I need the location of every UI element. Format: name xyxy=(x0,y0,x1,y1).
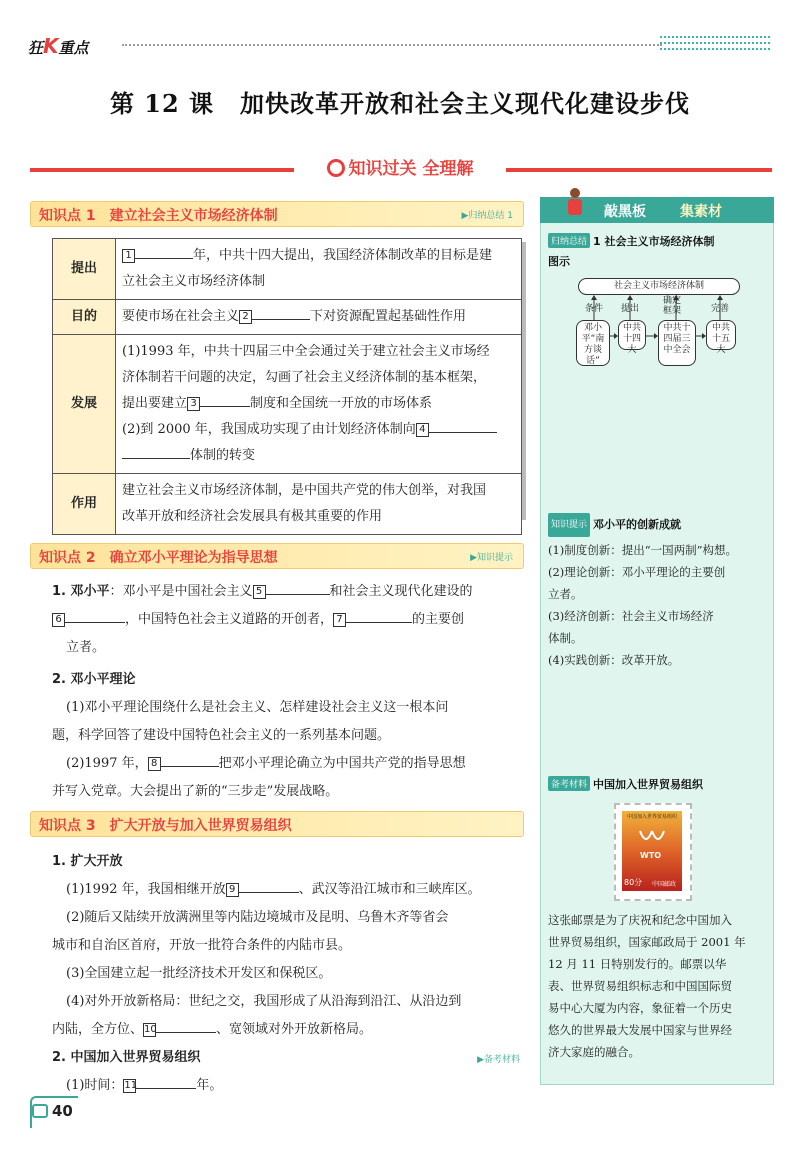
diagram-label-condition: 条件 xyxy=(584,304,603,314)
diagram-node-top: 社会主义市场经济体制 xyxy=(578,278,740,295)
diagram-node-south-talk: 邓小平“南方谈话” xyxy=(576,320,610,366)
page-number: 40 xyxy=(32,1102,73,1120)
wto-logo-icon xyxy=(636,827,668,851)
kp2-tag[interactable]: ▶知识提示 xyxy=(470,553,513,563)
diagram-label-propose: 提出 xyxy=(620,304,639,314)
diagram-label-framework: 确定框架 xyxy=(662,296,681,316)
lesson-title: 第 12 课 加快改革开放和社会主义现代化建设步伐 xyxy=(109,89,691,118)
wto-stamp-image: 中国加入世界贸易组织 WTO 80分 中国邮政 xyxy=(614,803,692,901)
book-icon xyxy=(32,1104,48,1118)
table-row xyxy=(53,474,522,535)
row-purpose-content: 要使市场在社会主义 2 下对资源配置起基础性作用 xyxy=(116,300,522,335)
panel-card-material: 备考材料 中国加入世界贸易组织 xyxy=(548,776,770,792)
panel-card-tip: 知识提示 邓小平的创新成就 (1)制度创新：提出“一国两制”构想。 (2)理论创新：邓小平理论的主要创 立者。 (3)经济创新：社会主义市场经济 体制。 (4)实践创新：改革开放。 xyxy=(548,513,766,671)
kp1-table xyxy=(52,238,522,535)
diagram-node-14th: 中共十四大 xyxy=(618,320,646,350)
row-head-development: 发展 xyxy=(53,335,116,474)
table-row xyxy=(53,239,522,300)
knowledge-point-2-header: 知识点 2 确立邓小平理论为指导思想 ▶知识提示 xyxy=(30,543,524,569)
kp3-content: 1. 扩大开放 (1)1992 年，我国相继开放 9 、武汉等沿江城市和三峡库区。 (2)随后又陆续开放满洲里等内陆边境城市及昆明、乌鲁木齐等省会 城市和自治区首府，开放一批符合条件的内陆市县。 (3)全国建立起一批经济技术开发区和保税区。 (4)对外开放新格局：世纪之交，我国形成了从沿海到沿江、从沿边到 内陆，全方位、10 、宽领域对外开放新格局。 2. 中国加入世界贸易组织 ▶备考材料 (1)时间：11 年。 xyxy=(52,854,520,1093)
row-head-purpose: 目的 xyxy=(53,300,116,335)
header-decoration xyxy=(660,36,770,54)
section-icon xyxy=(327,159,345,177)
diagram-node-14th-3rd: 中共十四届三中全会 xyxy=(658,320,696,366)
section-title: 知识过关 全理解 xyxy=(300,154,500,179)
header-dotted-line xyxy=(122,44,662,46)
table-row xyxy=(53,300,522,335)
section-bar-right xyxy=(506,168,772,172)
brand-logo: 狂K重点 xyxy=(28,34,89,58)
market-economy-diagram xyxy=(548,276,770,376)
teacher-icon xyxy=(565,187,585,217)
row-development-content: (1)1993 年，中共十四届三中全会通过关于建立社会主义市场经 济体制若干问题的决定，勾画了社会主义经济体制的基本框架， 提出要建立 3 制度和全国统一开放的市场体系 (2)到 2000 年，我国成功实现了由计划经济体制向 4 体制的转变 xyxy=(116,335,522,474)
section-bar-left xyxy=(30,168,294,172)
row-effect-content: 建立社会主义市场经济体制，是中国共产党的伟大创举，对我国 改革开放和经济社会发展具有极其重要的作用 xyxy=(116,474,522,535)
diagram-label-perfect: 完善 xyxy=(710,304,729,314)
kp1-tag[interactable]: ▶归纳总结 1 xyxy=(461,211,513,221)
knowledge-point-1-header: 知识点 1 建立社会主义市场经济体制 ▶归纳总结 1 xyxy=(30,201,524,227)
kp3-tag[interactable]: ▶备考材料 xyxy=(477,1055,520,1065)
row-propose-content: 1 年，中共十四大提出，我国经济体制改革的目标是建 立社会主义市场经济体制 xyxy=(116,239,522,300)
table-row xyxy=(53,335,522,474)
row-head-effect: 作用 xyxy=(53,474,116,535)
kp2-content: 1. 邓小平：邓小平是中国社会主义 5 和社会主义现代化建设的 6 ，中国特色社会主义道路的开创者， 7 的主要创 立者。 2. 邓小平理论 (1)邓小平理论围绕什么是社会主义、怎样建设社会主义这一根本问 题，科学回答了建设中国特色社会主义的一系列基本问题。 (2)1997 年， 8 把邓小平理论确立为中国共产党的指导思想 并写入党章。大会提出了新的“三步走”发展战略。 xyxy=(52,584,473,799)
diagram-node-15th: 中共十五大 xyxy=(706,320,736,350)
panel-card-summary: 归纳总结 1 社会主义市场经济体制 图示 xyxy=(548,235,715,268)
stamp-description: 这张邮票是为了庆祝和纪念中国加入 世界贸易组织，国家邮政局于 2001 年 12 月 11 日特别发行的。邮票以华 表、世界贸易组织标志和中国国际贸 易中心大厦为内容，象征着一个历史 悠久的世界最大发展中国家与世界经 济大家庭的融合。 xyxy=(548,913,746,1059)
side-panel-header: 敲黑板 集素材 xyxy=(540,197,774,223)
knowledge-point-3-header: 知识点 3 扩大开放与加入世界贸易组织 xyxy=(30,811,524,837)
row-head-propose: 提出 xyxy=(53,239,116,300)
